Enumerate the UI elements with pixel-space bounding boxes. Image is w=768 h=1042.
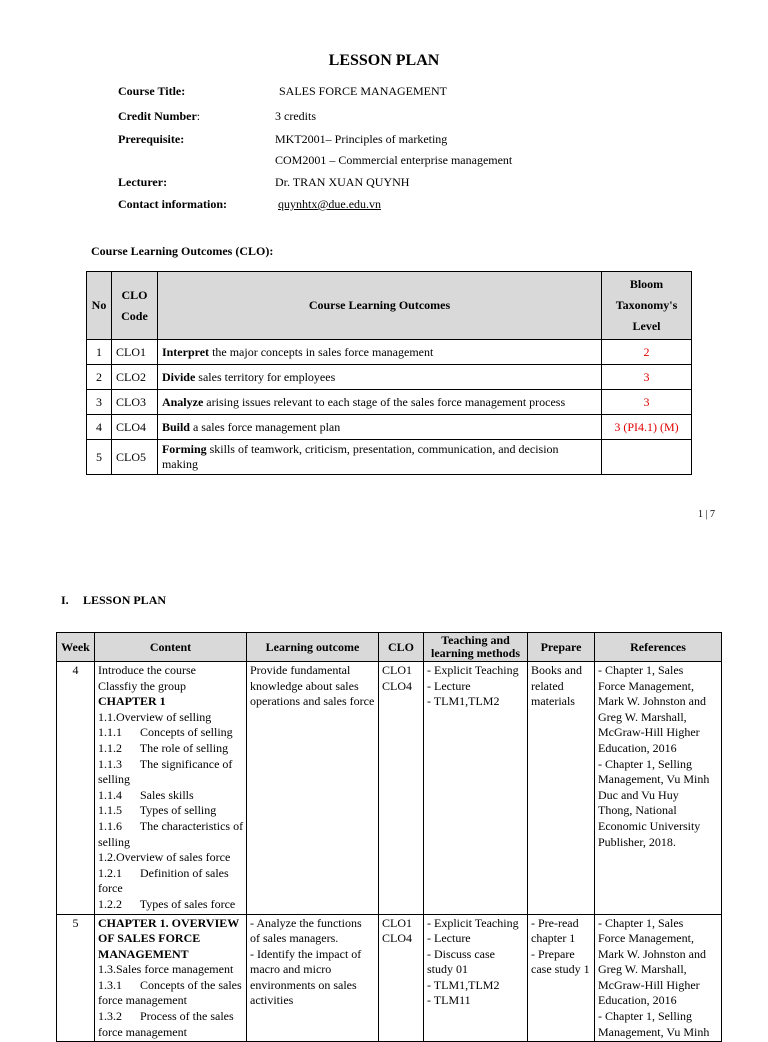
- clo-outcome: Interpret the major concepts in sales force management: [157, 340, 601, 365]
- cell-line: Education, 2016: [598, 993, 677, 1008]
- clo-code: CLO3: [111, 390, 157, 415]
- cell-line: CLO1: [382, 663, 412, 677]
- cell-line: 1.3.1 Concepts of the sales: [98, 977, 242, 992]
- cell-line: force management: [98, 1024, 187, 1039]
- credit-value: 3 credits: [275, 109, 316, 123]
- clo-no: 3: [87, 390, 112, 415]
- cell-line: case study 1: [531, 962, 590, 977]
- references-cell: [595, 914, 722, 1042]
- clo-level: [602, 440, 692, 475]
- prepare-cell: [528, 662, 595, 915]
- clo-level: 3 (PI4.1) (M): [602, 415, 692, 440]
- cell-line: activities: [250, 993, 294, 1008]
- cell-line: - Analyze the functions: [250, 915, 362, 930]
- clo-outcome: Build a sales force management plan: [157, 415, 601, 440]
- week-cell: 4: [57, 662, 95, 915]
- cell-line: OF SALES FORCE: [98, 931, 201, 946]
- cell-line: Greg W. Marshall,: [598, 962, 687, 977]
- outcome-cell: [247, 914, 379, 1042]
- cell-line: McGraw-Hill Higher: [598, 977, 700, 992]
- clo-no: 5: [87, 440, 112, 475]
- cell-line: Management, Vu Minh: [598, 1024, 710, 1039]
- cell-line: - Chapter 1, Sales: [598, 663, 684, 677]
- cell-line: 1.1.6 The characteristics of: [98, 818, 244, 833]
- clo-outcome: Analyze arising issues relevant to each stage of the sales force management process: [157, 390, 601, 415]
- lesson-header-content: Content: [95, 633, 247, 662]
- clo-outcome: Forming skills of teamwork, criticism, presentation, communication, and decision making: [157, 440, 601, 475]
- cell-line: 1.2.2 Types of sales force: [98, 896, 236, 911]
- cell-line: - Chapter 1, Selling: [598, 1009, 692, 1024]
- lesson-header-references: References: [595, 633, 722, 662]
- clo-heading: Course Learning Outcomes (CLO):: [91, 244, 274, 258]
- cell-line: Provide fundamental: [250, 663, 351, 677]
- cell-line: - Pre-read: [531, 915, 579, 930]
- cell-line: 1.1.5 Types of selling: [98, 803, 217, 818]
- clo-level: 3: [602, 365, 692, 390]
- cell-line: MANAGEMENT: [98, 946, 189, 961]
- clo-level: 3: [602, 390, 692, 415]
- cell-line: Mark W. Johnston and: [598, 694, 706, 709]
- clo-header-outcomes: Course Learning Outcomes: [157, 272, 601, 340]
- cell-line: study 01: [427, 962, 469, 977]
- contact-label: Contact information:: [118, 197, 227, 211]
- lesson-header-clo: CLO: [379, 633, 424, 662]
- table-row: [87, 365, 692, 390]
- clo-header-code: CLO Code: [111, 272, 157, 340]
- cell-line: 1.1.2 The role of selling: [98, 740, 229, 755]
- methods-cell: [424, 914, 528, 1042]
- cell-line: related: [531, 678, 564, 693]
- cell-line: - Explicit Teaching: [427, 915, 519, 930]
- lecturer-value: Dr. TRAN XUAN QUYNH: [275, 175, 410, 189]
- cell-line: Greg W. Marshall,: [598, 709, 687, 724]
- cell-line: Mark W. Johnston and: [598, 946, 706, 961]
- cell-line: - Lecture: [427, 931, 471, 946]
- clo-level: 2: [602, 340, 692, 365]
- cell-line: 1.1.4 Sales skills: [98, 787, 194, 802]
- cell-line: Duc and Vu Huy: [598, 787, 679, 802]
- course-title-label: Course Title:: [118, 84, 186, 98]
- cell-line: Books and: [531, 663, 582, 677]
- course-title-value: SALES FORCE MANAGEMENT: [279, 84, 448, 98]
- lesson-header-week: Week: [57, 633, 95, 662]
- cell-line: macro and micro: [250, 962, 332, 977]
- cell-line: 1.1.1 Concepts of selling: [98, 725, 233, 740]
- clo-code: CLO1: [111, 340, 157, 365]
- clo-code: CLO4: [111, 415, 157, 440]
- cell-line: - TLM1,TLM2: [427, 977, 500, 992]
- lesson-header-prepare: Prepare: [528, 633, 595, 662]
- cell-line: selling: [98, 834, 130, 849]
- clo-header-row: [87, 272, 692, 340]
- prereq-label: Prerequisite:: [118, 132, 185, 146]
- contact-email-link[interactable]: quynhtx@due.edu.vn: [278, 197, 382, 211]
- clo-no: 2: [87, 365, 112, 390]
- clo-header-bloom: Bloom Taxonomy's Level: [602, 272, 692, 340]
- section-heading: I. LESSON PLAN: [61, 593, 167, 607]
- clo-header-no: No: [87, 272, 112, 340]
- prereq-value-1: MKT2001– Principles of marketing: [275, 132, 448, 146]
- lesson-header-methods: Teaching and learning methods: [424, 633, 528, 662]
- table-row: [87, 340, 692, 365]
- cell-line: CLO1: [382, 915, 412, 930]
- cell-line: operations and sales force: [250, 694, 375, 709]
- content-cell: [95, 914, 247, 1042]
- cell-line: - Chapter 1, Selling: [598, 756, 692, 771]
- methods-cell: [424, 662, 528, 915]
- cell-line: CHAPTER 1: [98, 694, 166, 709]
- cell-line: Force Management,: [598, 931, 694, 946]
- cell-line: - Identify the impact of: [250, 946, 362, 961]
- cell-line: Thong, National: [598, 803, 677, 818]
- cell-line: 1.2.Overview of sales force: [98, 850, 231, 865]
- cell-line: of sales managers.: [250, 931, 339, 946]
- lesson-header-outcome: Learning outcome: [247, 633, 379, 662]
- cell-line: - Chapter 1, Sales: [598, 915, 684, 930]
- lesson-plan-table: [56, 632, 722, 1042]
- outcome-cell: [247, 662, 379, 915]
- cell-line: - Explicit Teaching: [427, 663, 519, 677]
- table-row: [57, 662, 722, 915]
- cell-line: - Discuss case: [427, 946, 495, 961]
- cell-line: Education, 2016: [598, 740, 677, 755]
- clo-outcome: Divide sales territory for employees: [157, 365, 601, 390]
- cell-line: materials: [531, 694, 575, 709]
- cell-line: 1.3.Sales force management: [98, 962, 234, 977]
- table-row: [87, 440, 692, 475]
- cell-line: - TLM11: [427, 993, 471, 1008]
- prepare-cell: [528, 914, 595, 1042]
- cell-line: knowledge about sales: [250, 678, 359, 693]
- cell-line: McGraw-Hill Higher: [598, 725, 700, 740]
- cell-line: CLO4: [382, 931, 412, 946]
- clo-code: CLO2: [111, 365, 157, 390]
- content-cell: [95, 662, 247, 915]
- cell-line: selling: [98, 772, 130, 787]
- cell-line: 1.2.1 Definition of sales: [98, 865, 229, 880]
- cell-line: Publisher, 2018.: [598, 834, 676, 849]
- clo-no: 1: [87, 340, 112, 365]
- lecturer-label: Lecturer:: [118, 175, 168, 189]
- clo-cell: [379, 662, 424, 915]
- page-number: 1 | 7: [697, 509, 715, 520]
- cell-line: force management: [98, 993, 187, 1008]
- cell-line: force: [98, 881, 123, 896]
- cell-line: CHAPTER 1. OVERVIEW: [98, 915, 240, 930]
- cell-line: - Prepare: [531, 946, 575, 961]
- cell-line: - TLM1,TLM2: [427, 694, 500, 709]
- references-cell: [595, 662, 722, 915]
- page-title: LESSON PLAN: [328, 52, 440, 69]
- cell-line: chapter 1: [531, 931, 576, 946]
- clo-code: CLO5: [111, 440, 157, 475]
- table-row: [87, 415, 692, 440]
- cell-line: - Lecture: [427, 678, 471, 693]
- credit-label: Credit Number:: [118, 109, 201, 123]
- table-row: [57, 914, 722, 1042]
- prereq-value-2: COM2001 – Commercial enterprise management: [275, 153, 513, 167]
- clo-table: [86, 271, 692, 475]
- cell-line: Economic University: [598, 818, 701, 833]
- week-cell: 5: [57, 914, 95, 1042]
- cell-line: Force Management,: [598, 678, 694, 693]
- cell-line: Management, Vu Minh: [598, 772, 710, 787]
- cell-line: 1.3.2 Process of the sales: [98, 1009, 234, 1024]
- table-row: [87, 390, 692, 415]
- cell-line: 1.1.Overview of selling: [98, 709, 212, 724]
- lesson-header-row: [57, 633, 722, 662]
- cell-line: Introduce the course: [98, 663, 196, 677]
- cell-line: 1.1.3 The significance of: [98, 756, 233, 771]
- cell-line: CLO4: [382, 678, 412, 693]
- clo-no: 4: [87, 415, 112, 440]
- cell-line: environments on sales: [250, 977, 357, 992]
- clo-cell: [379, 914, 424, 1042]
- cell-line: Classfiy the group: [98, 678, 186, 693]
